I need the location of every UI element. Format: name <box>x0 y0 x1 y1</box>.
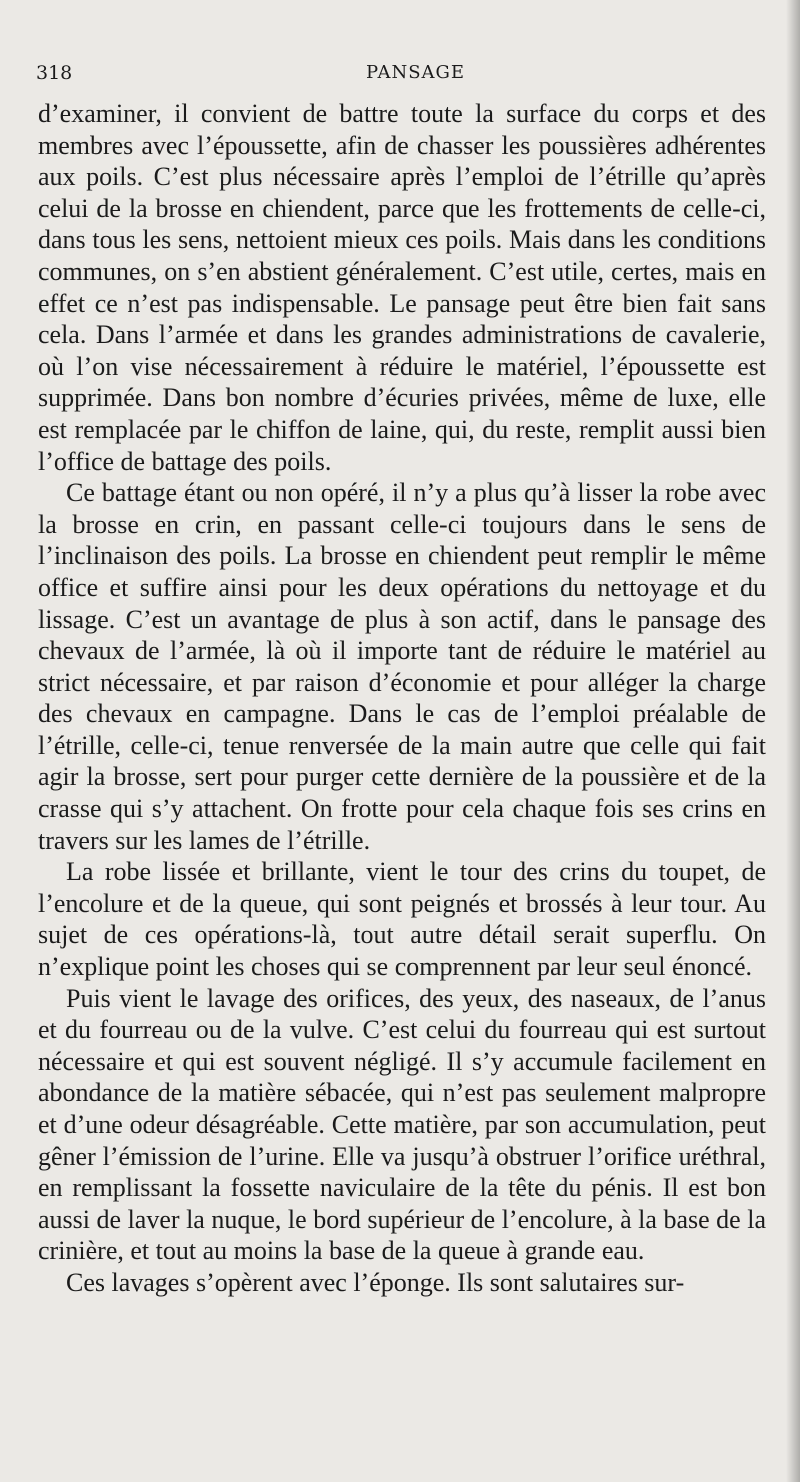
paragraph-5: Ces lavages s’opèrent avec l’éponge. Ils sont salutaires sur- <box>66 1267 685 1297</box>
page-edge-shadow <box>786 0 800 1482</box>
running-head: PANSAGE <box>366 62 466 83</box>
paragraph-3: La robe lissée et brillante, vient le tour des crins du toupet, de l’encolure et de la queue, qui sont peignés et brossés à leur tour. Au sujet de ces opérations-là, tout autre détail serait superflu. On n’explique point les choses qui se comprennent par leur seul énoncé. <box>38 857 766 982</box>
paragraph-1: d’examiner, il convient de battre toute la surface du corps et des membres avec l’époussette, afin de chasser les poussières adhérentes aux poils. C’est plus nécessaire après l’emploi de l’étrille qu’après celui de la brosse en chiendent, parce que les frottements de celle-ci, dans tous les sens, nettoient mieux ces poils. Mais dans les conditions communes, on s’en abstient généralement. C’est utile, certes, mais en effet ce n’est pas indispensable. Le pansage peut être bien fait sans cela. Dans l’armée et dans les grandes administrations de cavalerie, où l’on vise nécessairement à réduire le matériel, l’époussette est supprimée. Dans bon nombre d’écuries privées, même de luxe, elle est remplacée par le chiffon de laine, qui, du reste, remplit aussi bien l’office de battage des poils. <box>38 99 766 476</box>
page-number: 318 <box>36 62 73 84</box>
paragraph-4: Puis vient le lavage des orifices, des yeux, des naseaux, de l’anus et du fourreau ou de la vulve. C’est celui du fourreau qui est surtout nécessaire et qui est souvent négligé. Il s’y accumule facilement en abondance de la matière sébacée, qui n’est pas seulement malpropre et d’une odeur désagréable. Cette matière, par son accumulation, peut gêner l’émission de l’urine. Elle va jusqu’à obstruer l’orifice uréthral, en remplissant la fossette naviculaire de la tête du pénis. Il est bon aussi de laver la nuque, le bord supérieur de l’encolure, à la base de la crinière, et tout au moins la base de la queue à grande eau. <box>38 983 766 1266</box>
page-header <box>36 62 756 92</box>
paragraph-2: Ce battage étant ou non opéré, il n’y a plus qu’à lisser la robe avec la brosse en crin, en passant celle-ci toujours dans le sens de l’inclinaison des poils. La brosse en chiendent peut remplir le même office et suffire ainsi pour les deux opérations du nettoyage et du lissage. C’est un avantage de plus à son actif, dans le pansage des chevaux de l’armée, là où il importe tant de réduire le matériel au strict nécessaire, et par raison d’économie et pour alléger la charge des chevaux en campagne. Dans le cas de l’emploi préalable de l’étrille, celle-ci, tenue renversée de la main autre que celle qui fait agir la brosse, sert pour purger cette dernière de la poussière et de la crasse qui s’y attachent. On frotte pour cela chaque fois ses crins en travers sur les lames de l’étrille. <box>38 478 766 855</box>
body-text <box>38 98 766 1299</box>
